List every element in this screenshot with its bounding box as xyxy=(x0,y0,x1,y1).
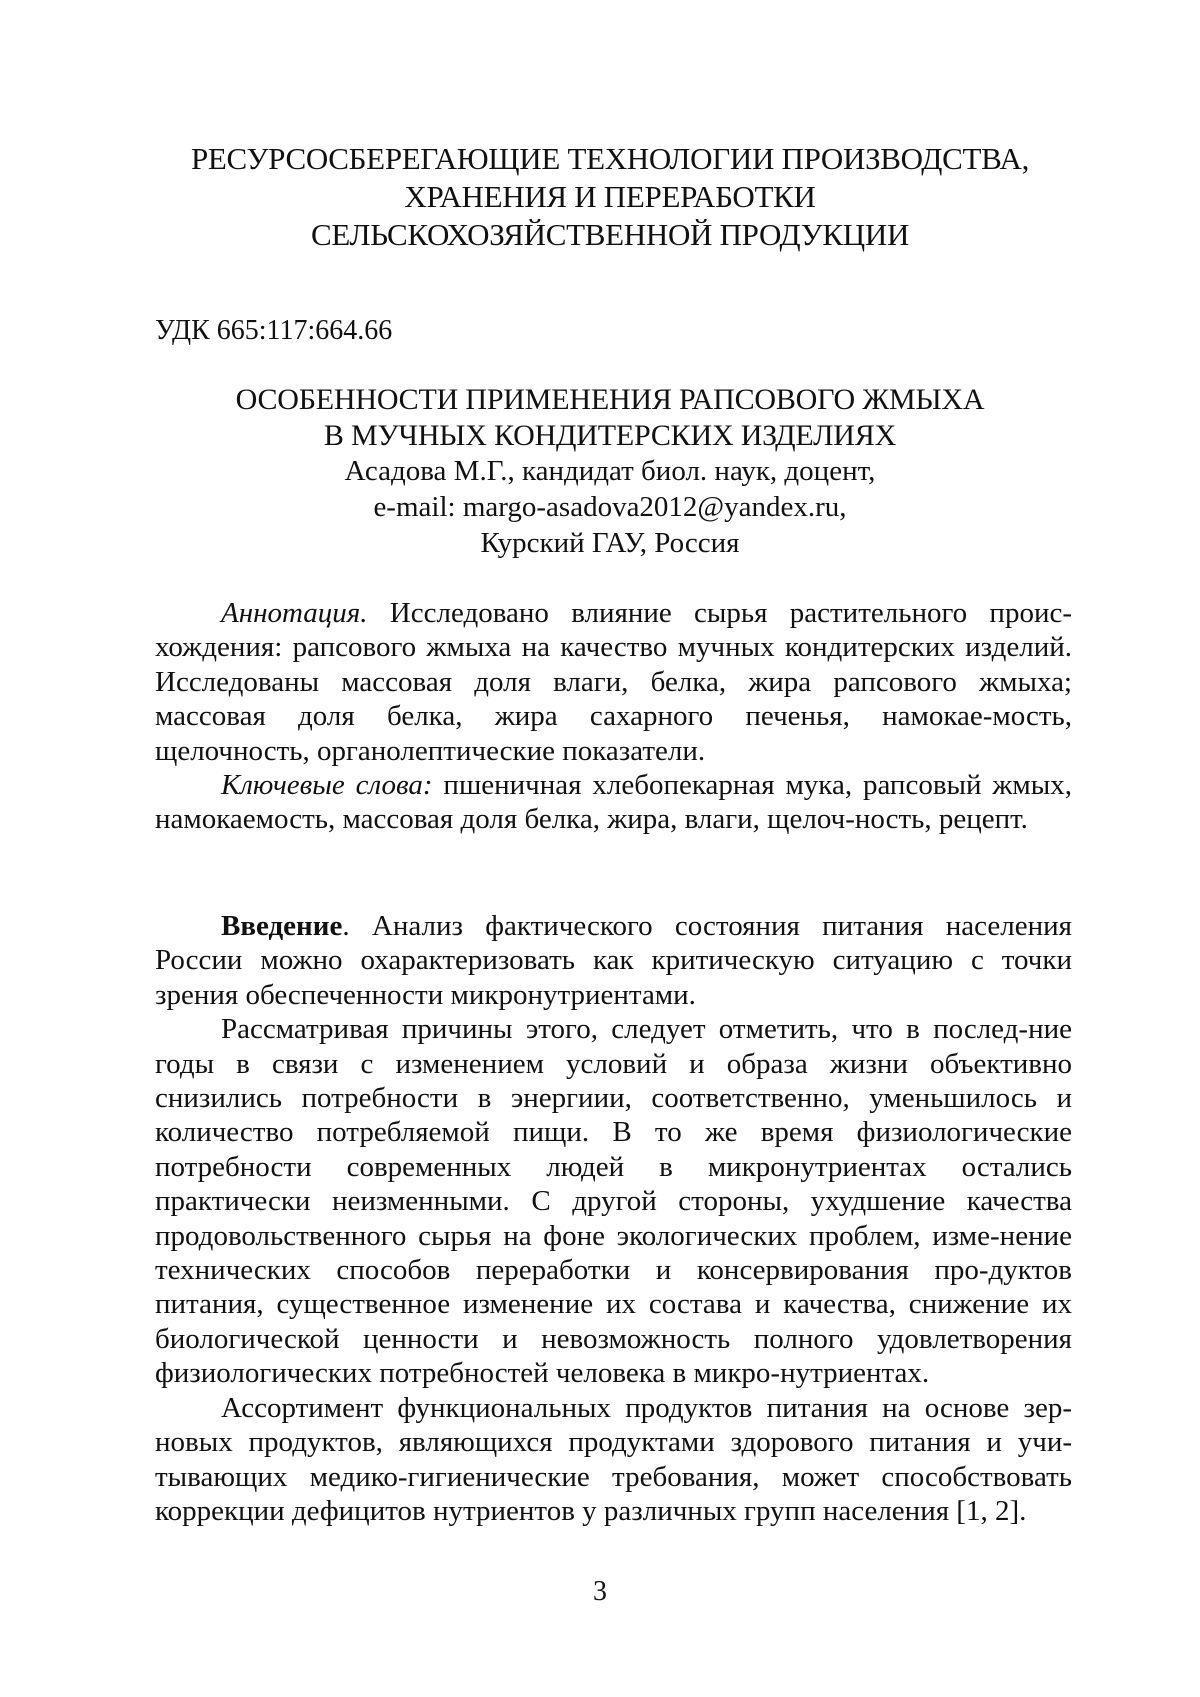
author-affiliation: Курский ГАУ, Россия xyxy=(480,527,740,559)
keywords-text: пшеничная хлебопекарная мука, рапсовый жмых, намокаемость, массовая доля белка, жира, влаги, щелоч-ность, рецепт. xyxy=(155,769,1072,836)
abstract-block xyxy=(155,596,1072,837)
author-block xyxy=(150,453,1070,561)
intro-paragraph-3: Ассортимент функциональных продуктов питания на основе зер-новых продуктов, являющихся продуктами здорового питания и учи-тывающих медико-гигиенические требования, может способствовать коррекции дефицитов нутриентов у различных групп населения [1, 2]. xyxy=(155,1391,1072,1527)
section-heading-line: ХРАНЕНИЯ И ПЕРЕРАБОТКИ xyxy=(404,179,816,214)
intro-paragraph-1-text: . Анализ фактического состояния питания населения России можно охарактеризовать как критическую ситуацию с точки зрения обеспеченности микронутриентами. xyxy=(155,910,1072,1011)
intro-label: Введение xyxy=(221,910,343,942)
article-title-line: В МУЧНЫХ КОНДИТЕРСКИХ ИЗДЕЛИЯХ xyxy=(323,419,897,452)
section-heading-line: РЕСУРСОСБЕРЕГАЮЩИЕ ТЕХНОЛОГИИ ПРОИЗВОДСТВА, xyxy=(190,141,1030,176)
introduction-block xyxy=(155,909,1072,1528)
page-number: 3 xyxy=(593,1576,607,1607)
article-title-line: ОСОБЕННОСТИ ПРИМЕНЕНИЯ РАПСОВОГО ЖМЫХА xyxy=(235,383,985,416)
keywords-paragraph xyxy=(155,768,1072,837)
section-heading xyxy=(150,140,1070,254)
abstract-text: Исследовано влияние сырья растительного проис-хождения: рапсового жмыха на качество мучных кондитерских изделий. Исследованы массовая доля влаги, белка, жира рапсового жмыха; массовая доля белка, жира сахарного печенья, намокае-мость, щелочность, органолептические показатели. xyxy=(155,597,1072,767)
abstract-paragraph xyxy=(155,596,1072,768)
keywords-label: Ключевые слова: xyxy=(221,769,433,802)
section-heading-line: СЕЛЬСКОХОЗЯЙСТВЕННОЙ ПРОДУКЦИИ xyxy=(310,217,910,252)
abstract-label: Аннотация. xyxy=(221,597,368,629)
udk-code: УДК 665:117:664.66 xyxy=(155,315,393,346)
author-email: e-mail: margo-asadova2012@yandex.ru, xyxy=(373,491,847,523)
article-title xyxy=(150,382,1070,454)
intro-paragraph-1 xyxy=(155,909,1072,1012)
intro-paragraph-2: Рассматривая причины этого, следует отметить, что в послед-ние годы в связи с изменением условий и образа жизни объективно снизились потребности в энергиии, соответственно, уменьшилось и количество потребляемой пищи. В то же время физиологические потребности современных людей в микронутриентах остались практически неизменными. С другой стороны, ухудшение качества продовольственного сырья на фоне экологических проблем, изме-нение технических способов переработки и консервирования про-дуктов питания, существенное изменение их состава и качества, снижение их биологической ценности и невозможность полного удовлетворения физиологических потребностей человека в микро-нутриентах. xyxy=(155,1013,1072,1390)
author-name: Асадова М.Г., кандидат биол. наук, доцент, xyxy=(344,455,876,487)
